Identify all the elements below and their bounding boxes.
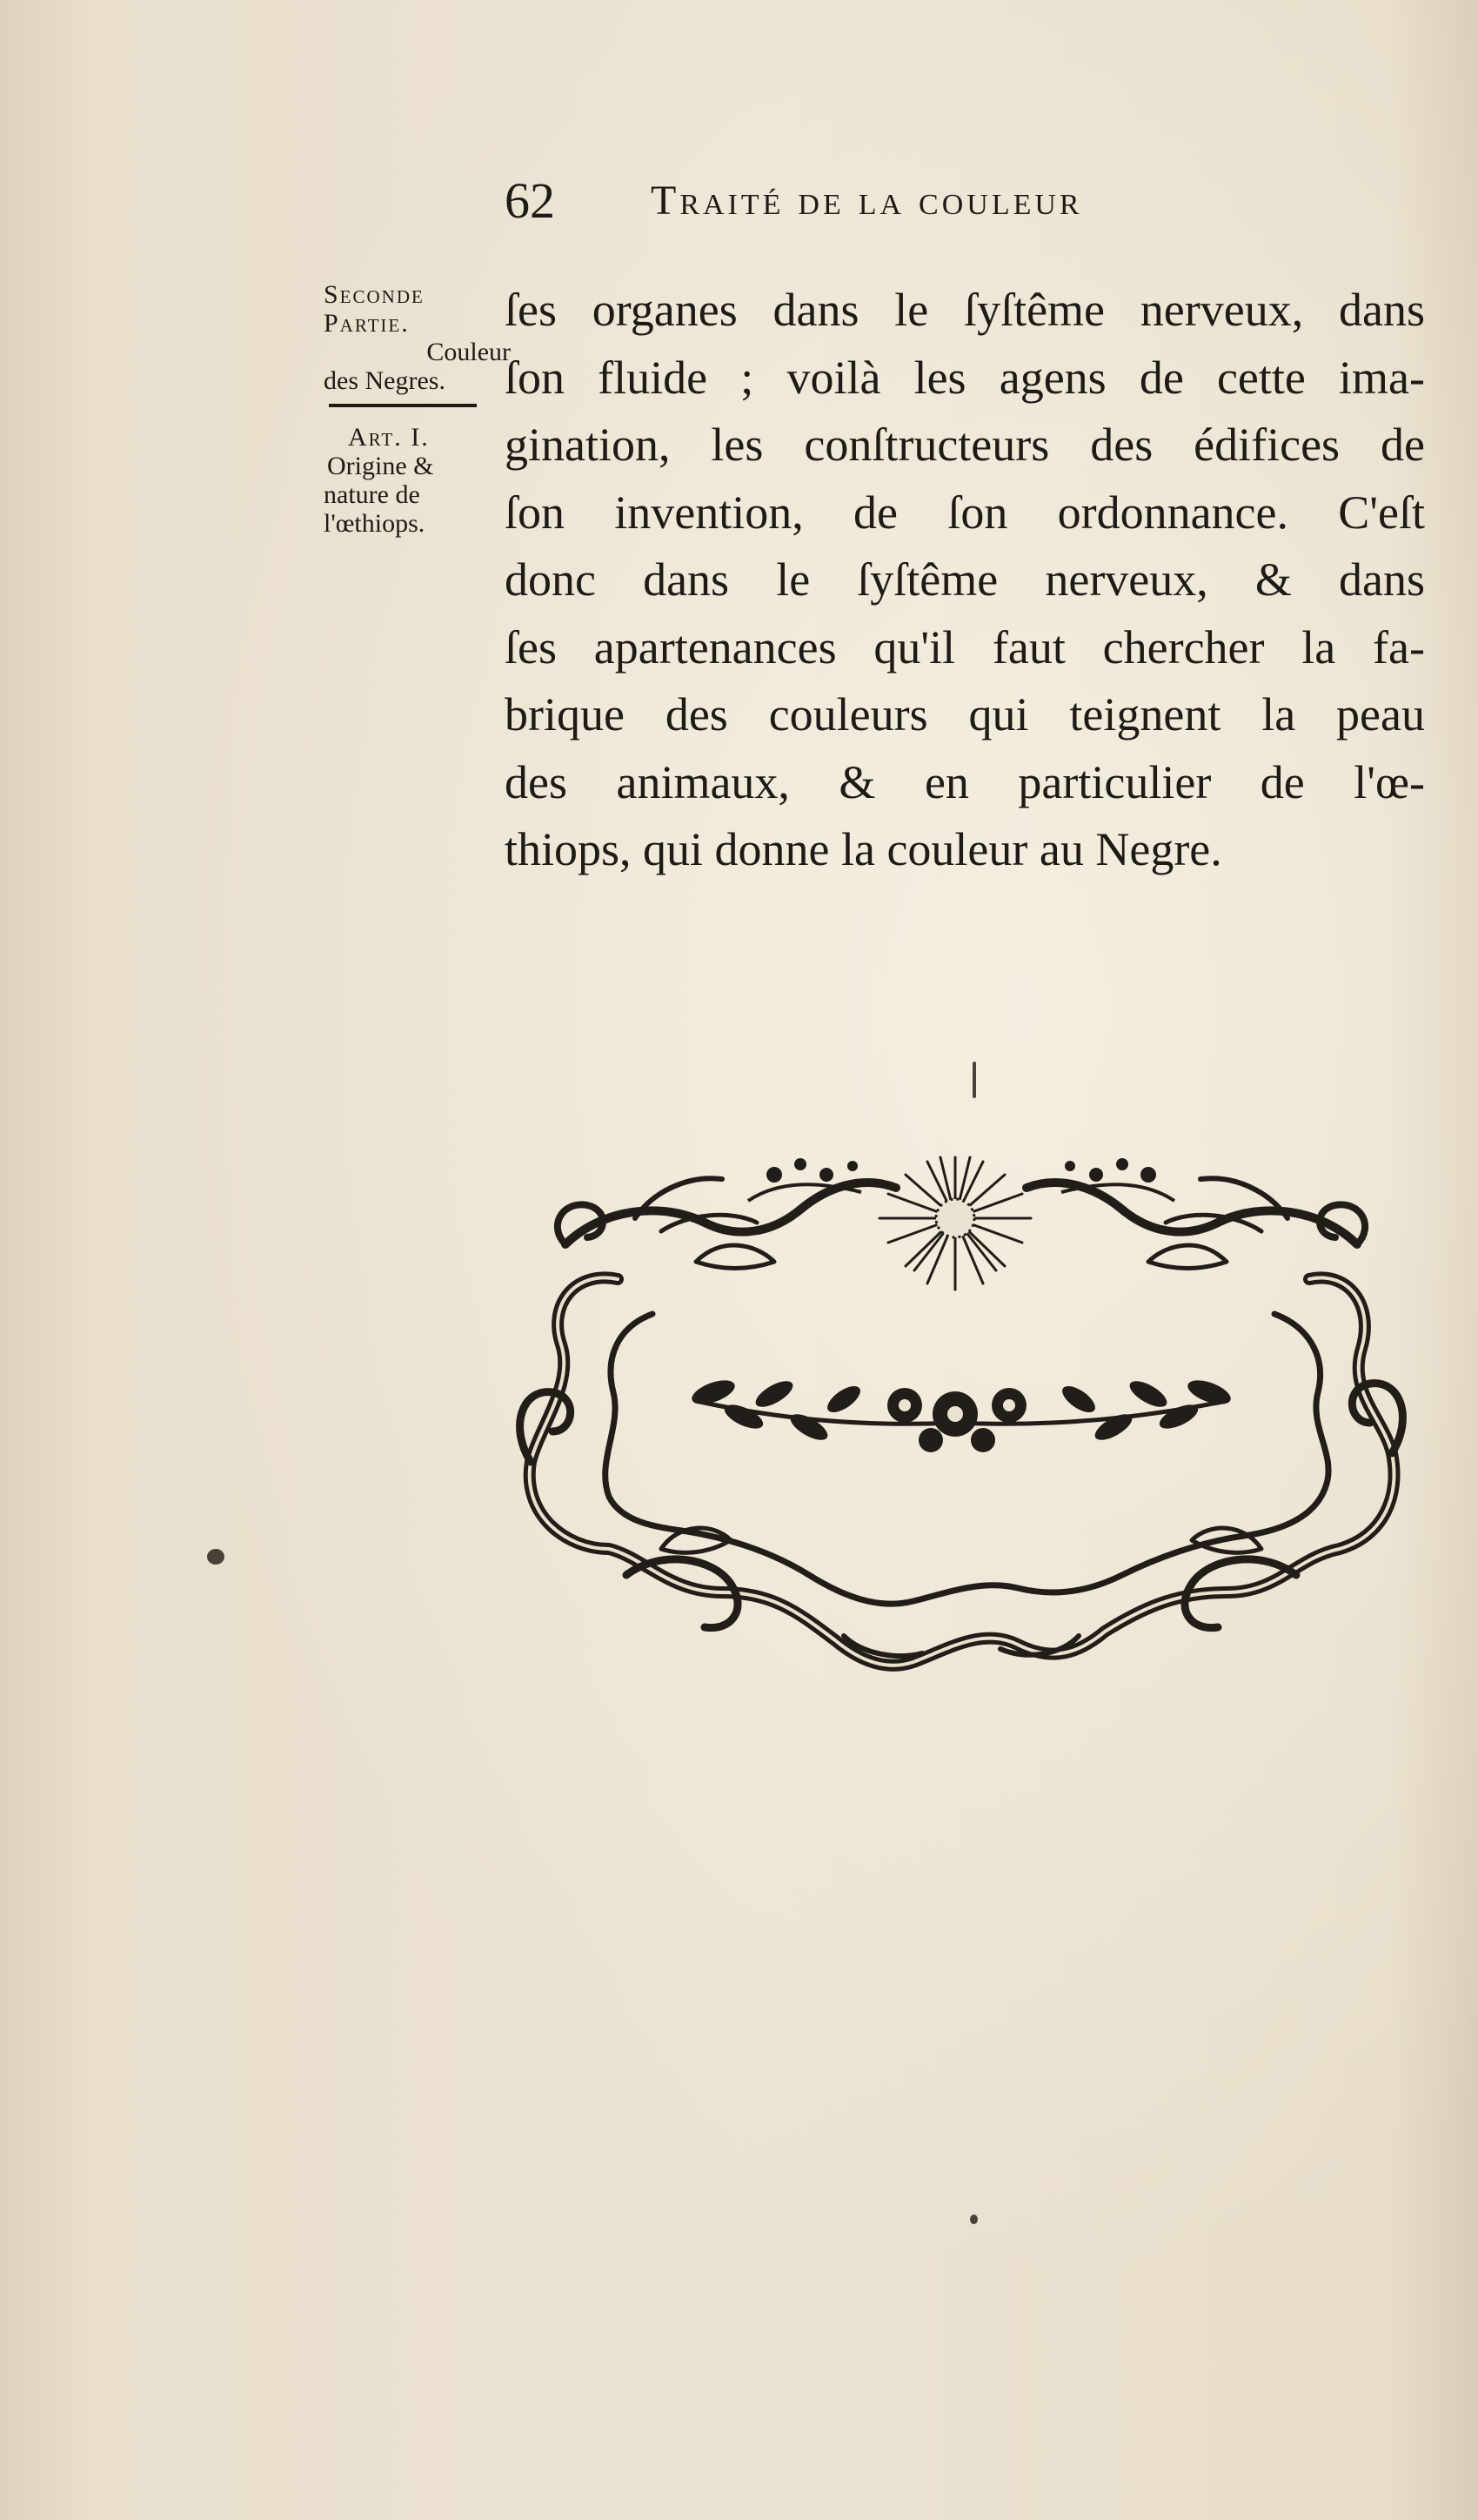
body-text [505, 277, 1425, 884]
page-number: 62 [505, 172, 555, 229]
margin-note-subject-3: l'œthiops. [324, 509, 425, 538]
cartouche-ornament-icon [513, 1140, 1409, 1688]
paper-speck [973, 1062, 976, 1098]
margin-note-subject-2: nature de [324, 480, 420, 509]
margin-note-partie: Partie. [324, 309, 410, 338]
text-line: des animaux, & en particulier de l'œ- [505, 755, 1425, 808]
marginal-notes [324, 280, 511, 538]
text-line: ſes organes dans le ſyſtême nerveux, dans [505, 284, 1425, 336]
running-title: Traité de la couleur [651, 178, 1083, 224]
page-header [505, 171, 1331, 231]
margin-note-part: Seconde [324, 280, 425, 309]
text-line: thiops, qui donne la couleur au Negre. [505, 823, 1222, 875]
text-line: brique des couleurs qui teignent la peau [505, 688, 1425, 741]
paper-speck [970, 2215, 978, 2224]
text-line: ſon fluide ; voilà les agens de cette ima- [505, 351, 1425, 404]
text-line: donc dans le ſyſtême nerveux, & dans [505, 553, 1425, 606]
margin-note-subject-1: Origine & [327, 452, 434, 480]
paper-speck [207, 1549, 224, 1565]
margin-rule [329, 404, 477, 407]
text-line: ſes apartenances qu'il faut chercher la fa- [505, 620, 1425, 674]
text-line: gination, les conſtructeurs des édifices de [505, 419, 1425, 471]
margin-note-topic-1: Couleur [426, 338, 511, 366]
ornament-drawing [513, 1140, 1409, 1688]
text-line: ſon invention, de ſon ordonnance. C'eſt [505, 486, 1425, 539]
margin-note-article: Art. I. [348, 423, 430, 452]
margin-note-topic-2: des Negres. [324, 366, 445, 395]
